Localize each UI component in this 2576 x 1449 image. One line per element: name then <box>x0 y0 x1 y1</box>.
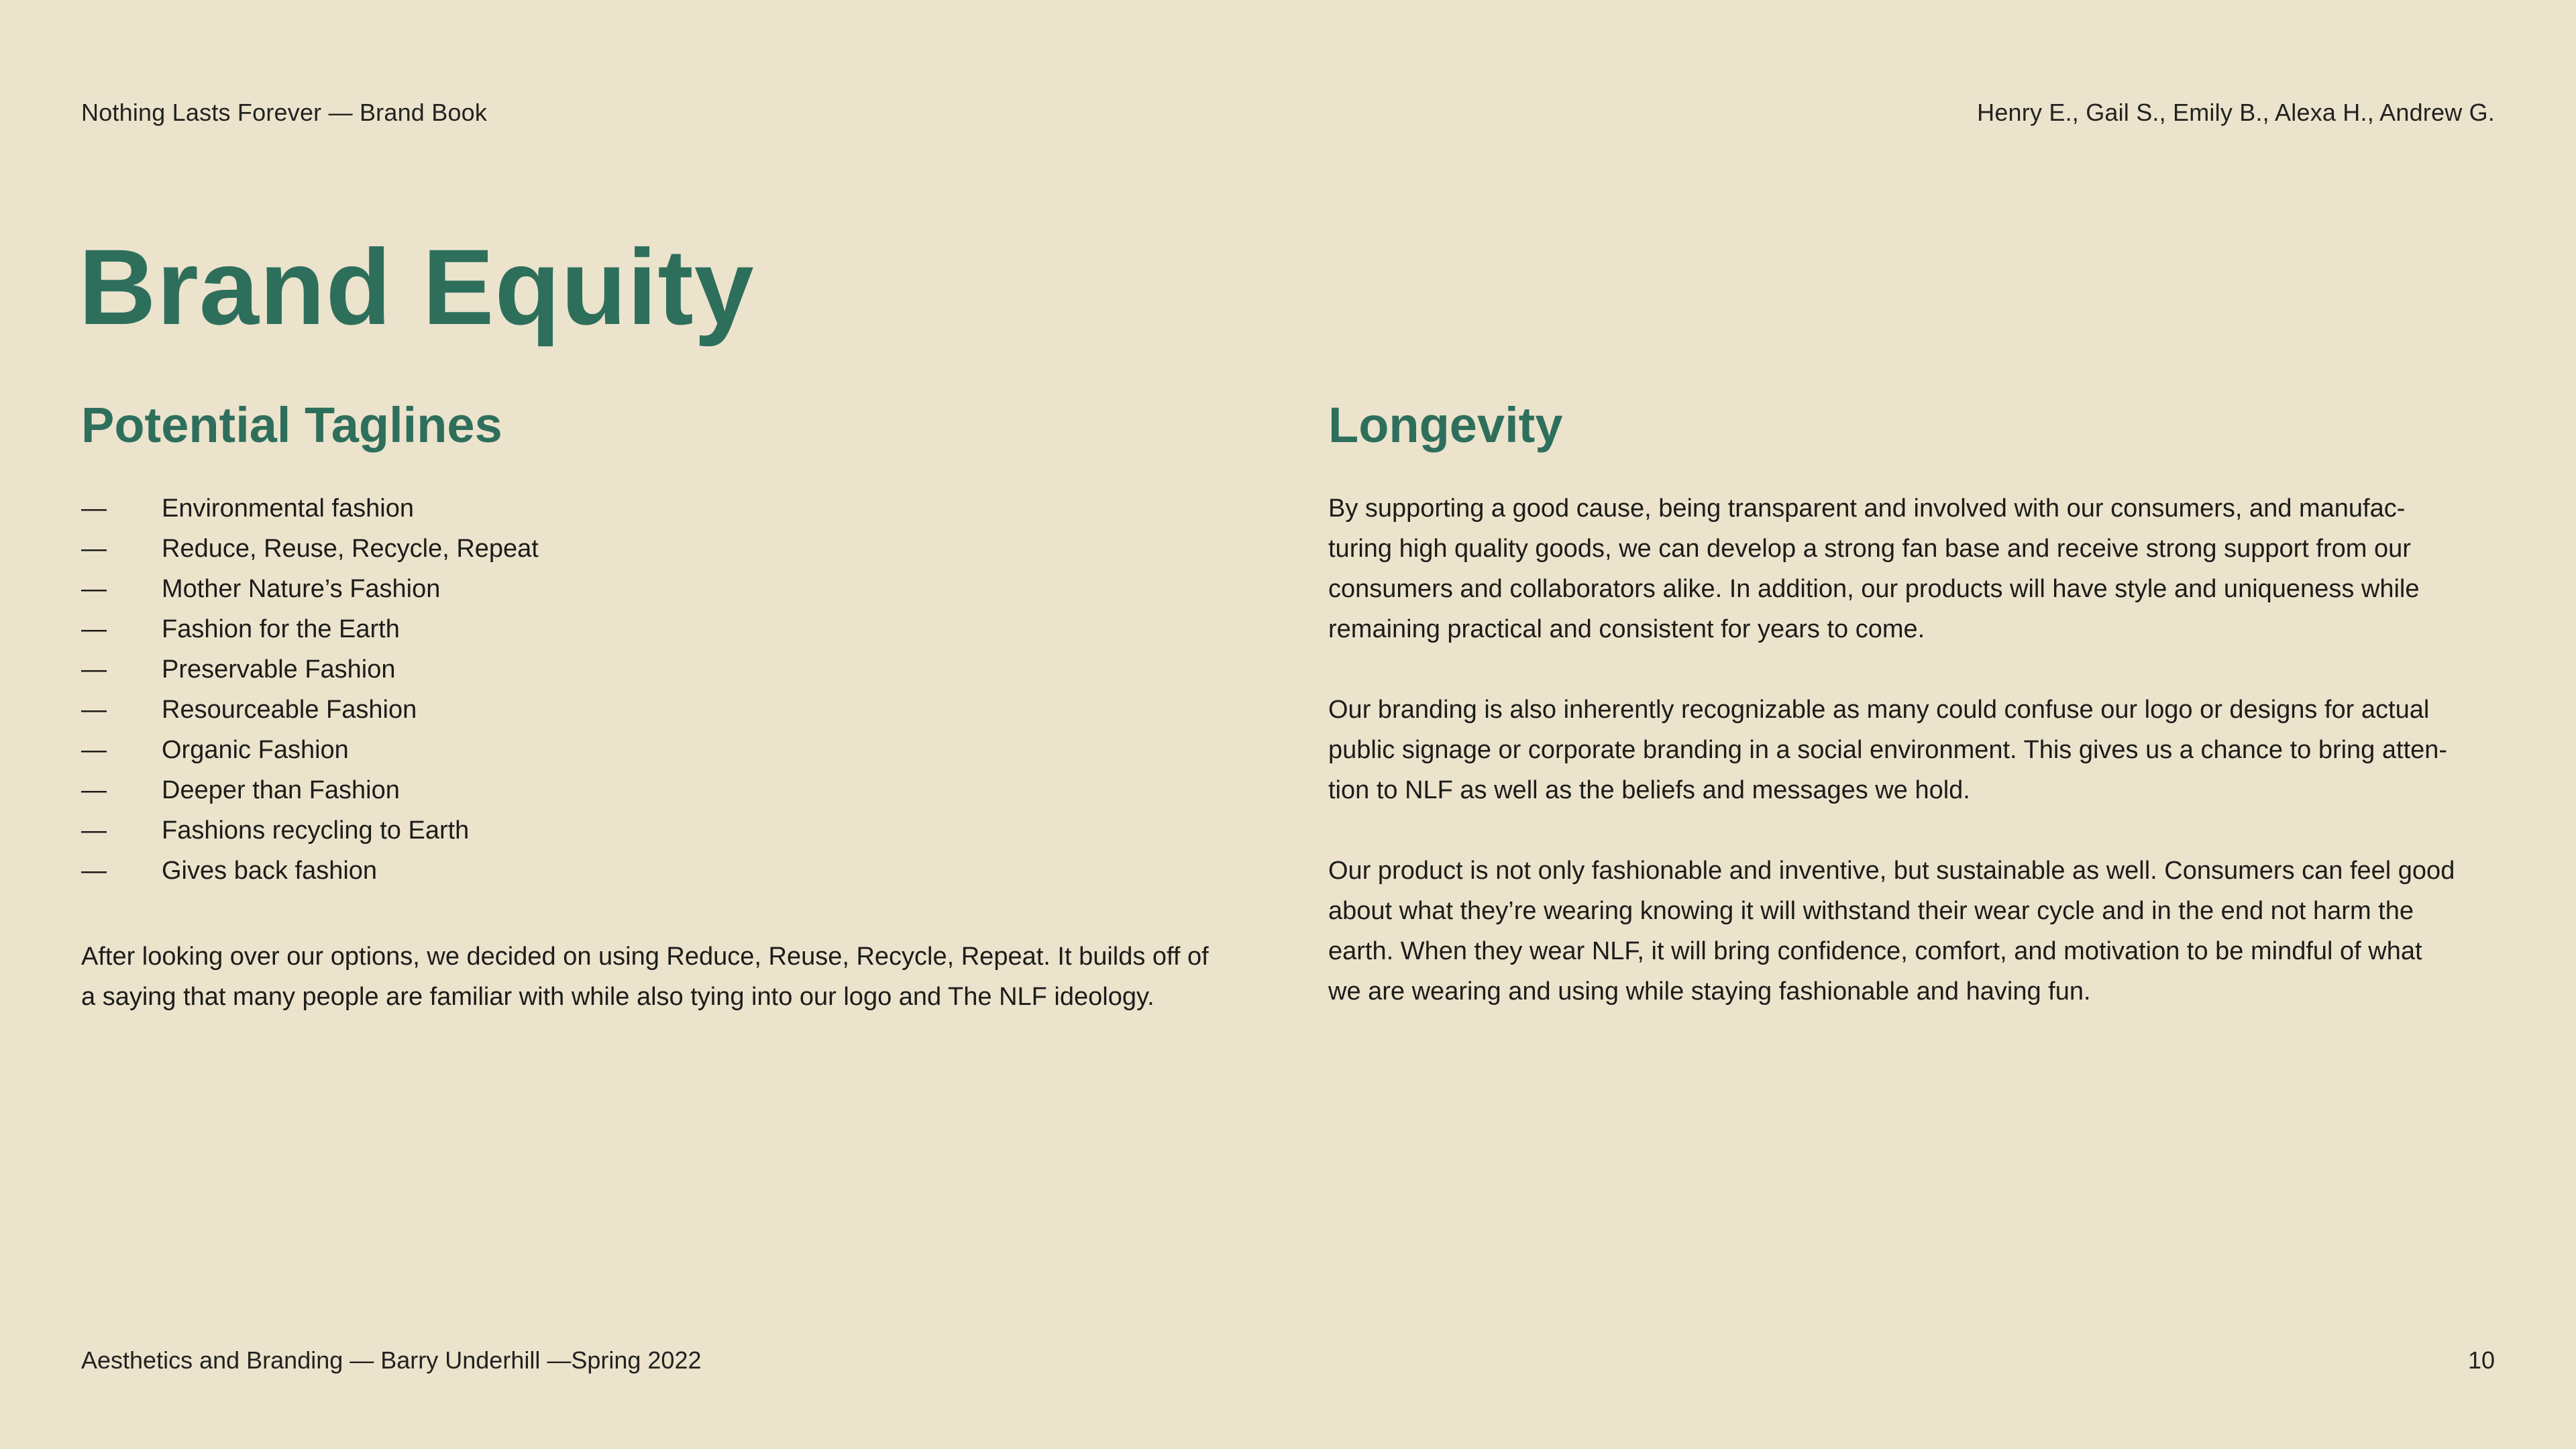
paragraph-line: By supporting a good cause, being transparent and involved with our consumers, and manufac- <box>1328 494 2406 523</box>
list-dash: — <box>81 494 107 523</box>
paragraph-line: remaining practical and consistent for years to come. <box>1328 615 1925 643</box>
longevity-column <box>1328 394 2496 1006</box>
tagline-text: Gives back fashion <box>162 857 378 885</box>
paragraph-line: After looking over our options, we decided on using Reduce, Reuse, Recycle, Repeat. It builds off of <box>81 943 1209 971</box>
list-dash: — <box>81 816 107 845</box>
tagline-decision-paragraph <box>81 936 1262 1017</box>
taglines-heading: Potential Taglines <box>81 397 502 453</box>
paragraph-line: about what they’re wearing knowing it will withstand their wear cycle and in the end not harm the <box>1328 897 2414 925</box>
page-title: Brand Equity <box>78 227 755 347</box>
running-header-authors: Henry E., Gail S., Emily B., Alexa H., Andrew G. <box>1977 99 2495 126</box>
longevity-heading: Longevity <box>1328 397 1563 453</box>
list-dash: — <box>81 696 107 724</box>
longevity-paragraph-1 <box>1328 488 2496 649</box>
tagline-text: Organic Fashion <box>162 736 349 764</box>
paragraph-line: turing high quality goods, we can develop a strong fan base and receive strong support from our <box>1328 535 2411 563</box>
paragraph-line: Our branding is also inherently recognizable as many could confuse our logo or designs for actual <box>1328 696 2430 724</box>
list-dash: — <box>81 655 107 684</box>
paragraph-line: tion to NLF as well as the beliefs and messages we hold. <box>1328 776 1970 804</box>
tagline-text: Resourceable Fashion <box>162 696 417 724</box>
longevity-paragraph-3 <box>1328 851 2496 1012</box>
paragraph-line: public signage or corporate branding in a social environment. This gives us a chance to bring atten- <box>1328 736 2448 764</box>
page-number: 10 <box>2467 1346 2495 1374</box>
tagline-text: Fashions recycling to Earth <box>162 816 470 845</box>
longevity-paragraph-2 <box>1328 690 2496 810</box>
list-dash: — <box>81 615 107 643</box>
tagline-text: Fashion for the Earth <box>162 615 400 643</box>
footer-course-credit: Aesthetics and Branding — Barry Underhill —Spring 2022 <box>81 1346 702 1374</box>
tagline-text: Deeper than Fashion <box>162 776 400 804</box>
list-dash: — <box>81 857 107 885</box>
running-header-title: Nothing Lasts Forever — Brand Book <box>81 99 488 126</box>
list-dash: — <box>81 575 107 603</box>
paragraph-line: earth. When they wear NLF, it will bring confidence, comfort, and motivation to be mindful of what <box>1328 937 2422 965</box>
paragraph-line: consumers and collaborators alike. In addition, our products will have style and uniqueness while <box>1328 575 2420 603</box>
paragraph-line: Our product is not only fashionable and inventive, but sustainable as well. Consumers can feel good <box>1328 857 2455 885</box>
list-dash: — <box>81 776 107 804</box>
list-dash: — <box>81 736 107 764</box>
tagline-text: Mother Nature’s Fashion <box>162 575 441 603</box>
tagline-text: Preservable Fashion <box>162 655 396 684</box>
tagline-text: Reduce, Reuse, Recycle, Repeat <box>162 535 539 563</box>
list-dash: — <box>81 535 107 563</box>
tagline-text: Environmental fashion <box>162 494 414 523</box>
paragraph-line: a saying that many people are familiar with while also tying into our logo and The NLF ideology. <box>81 983 1155 1011</box>
taglines-column <box>81 394 1262 1011</box>
paragraph-line: we are wearing and using while staying fashionable and having fun. <box>1328 977 2091 1006</box>
